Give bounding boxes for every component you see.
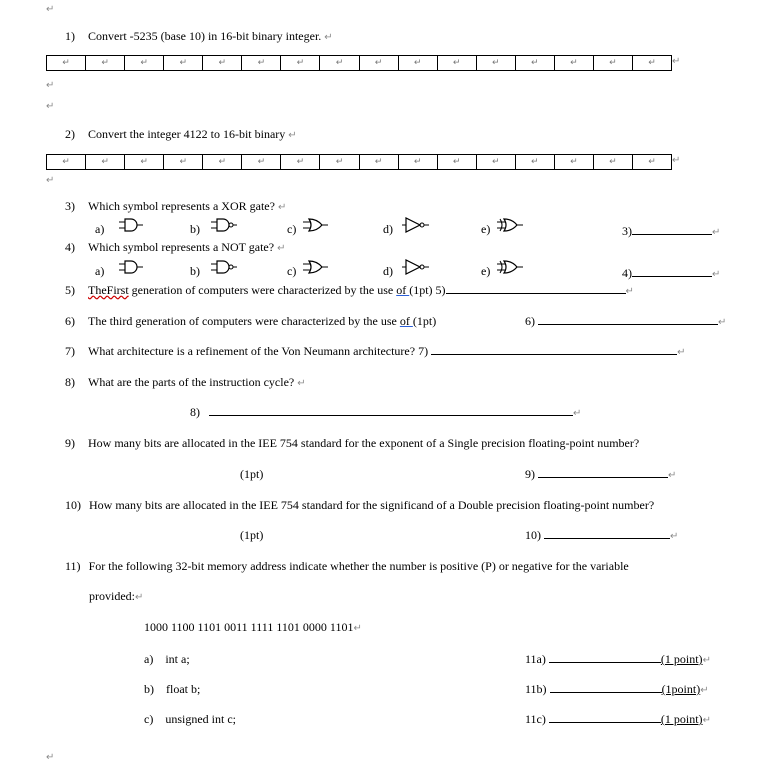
para-mark: ↵ (335, 58, 344, 68)
para-mark: ↵ (712, 269, 721, 280)
xor-gate-icon (497, 258, 525, 276)
option-label: d) (383, 264, 393, 278)
para-mark: ↵ (609, 157, 617, 167)
binary-cell[interactable] (399, 155, 438, 169)
q6-answer-label: 6) (525, 314, 535, 328)
nand-gate-icon (211, 258, 239, 276)
q6-of: of (399, 314, 413, 328)
para-mark: ↵ (218, 58, 227, 68)
binary-cell[interactable] (516, 56, 555, 70)
binary-cell[interactable] (47, 155, 86, 169)
option-label: c) (287, 222, 297, 236)
para-mark: ↵ (335, 157, 344, 167)
q8-answer (190, 405, 581, 420)
para-mark: ↵ (668, 470, 677, 481)
q10-text: How many bits are allocated in the IEE 754 standard for the significand of a Double precision floating-point number? (89, 498, 655, 512)
question-4 (65, 240, 285, 255)
q11-text2: provided: (89, 589, 135, 603)
answer-line[interactable] (538, 467, 668, 478)
binary-cell[interactable] (594, 155, 633, 169)
q4-answer-label: 4) (622, 266, 632, 280)
option-label: e) (481, 222, 491, 236)
q4-number: 4) (65, 240, 75, 254)
para-mark: ↵ (491, 58, 500, 68)
para-mark: ↵ (648, 58, 656, 68)
answer-line[interactable] (538, 314, 718, 325)
q5-word: TheFirst (88, 283, 129, 297)
q3-number: 3) (65, 199, 75, 213)
not-gate-icon (402, 258, 430, 276)
binary-cell[interactable] (164, 56, 203, 70)
q9-answer (525, 467, 676, 482)
q11-item-answer (525, 712, 711, 727)
binary-cell[interactable] (320, 155, 359, 169)
para-mark: ↵ (677, 347, 686, 358)
para-mark: ↵ (296, 58, 305, 68)
para-mark: ↵ (62, 58, 70, 68)
q11-item (144, 712, 236, 727)
q1-binary-grid (46, 55, 672, 71)
q9-answer-label: 9) (525, 467, 535, 481)
or-gate-icon (303, 216, 331, 234)
para-mark: ↵ (46, 752, 55, 763)
binary-cell[interactable] (438, 56, 477, 70)
q9-number: 9) (65, 436, 75, 450)
item-answer-label: 11c) (525, 712, 546, 726)
binary-cell[interactable] (242, 56, 281, 70)
answer-line[interactable] (550, 682, 662, 693)
q3-text: Which symbol represents a XOR gate? (88, 199, 275, 213)
para-mark: ↵ (218, 157, 227, 167)
para-mark: ↵ (179, 58, 187, 68)
para-mark: ↵ (712, 227, 721, 238)
para-mark: ↵ (702, 655, 711, 666)
item-code: unsigned int c; (165, 712, 236, 726)
binary-cell[interactable] (555, 155, 594, 169)
q6-answer (525, 314, 726, 329)
binary-cell[interactable] (281, 56, 320, 70)
xor-gate-icon (497, 216, 525, 234)
item-code: int a; (165, 652, 190, 666)
para-mark: ↵ (297, 378, 306, 389)
item-letter: a) (144, 652, 154, 666)
para-mark: ↵ (413, 157, 422, 167)
q2-number: 2) (65, 127, 75, 141)
q5-answer-label: 5) (432, 283, 446, 297)
option-label: b) (190, 264, 200, 278)
para-mark: ↵ (288, 130, 297, 141)
para-mark: ↵ (296, 157, 305, 167)
binary-cell[interactable] (477, 155, 516, 169)
para-mark: ↵ (452, 157, 461, 167)
q7-number: 7) (65, 344, 75, 358)
q9-text: How many bits are allocated in the IEE 754 standard for the exponent of a Single precision floating-point number? (88, 436, 640, 450)
question-6 (65, 314, 436, 329)
para-mark: ↵ (702, 715, 711, 726)
item-code: float b; (166, 682, 201, 696)
or-gate-icon (303, 258, 331, 276)
q2-text: Convert the integer 4122 to 16-bit binary (88, 127, 286, 141)
binary-cell[interactable] (86, 155, 125, 169)
binary-cell[interactable] (555, 56, 594, 70)
para-mark: ↵ (374, 58, 383, 68)
para-mark: ↵ (46, 80, 55, 91)
binary-cell[interactable] (516, 155, 555, 169)
para-mark: ↵ (718, 317, 727, 328)
para-mark: ↵ (324, 32, 333, 43)
q10-number: 10) (65, 498, 81, 512)
item-letter: c) (144, 712, 154, 726)
question-10 (65, 498, 654, 513)
para-mark: ↵ (625, 286, 634, 297)
para-mark: ↵ (101, 157, 109, 167)
q11-binary-value (144, 620, 362, 635)
not-gate-icon (402, 216, 430, 234)
q6-text: The third generation of computers were characterized by the use (88, 314, 400, 328)
q11-binary: 1000 1100 1101 0011 1111 1101 0000 1101 (144, 620, 354, 634)
para-mark: ↵ (672, 56, 681, 67)
q5-of: of (396, 283, 410, 297)
q11-item (144, 682, 200, 697)
para-mark: ↵ (570, 58, 578, 68)
item-letter: b) (144, 682, 154, 696)
para-mark: ↵ (672, 155, 681, 166)
q8-text: What are the parts of the instruction cycle? (88, 375, 295, 389)
q1-number: 1) (65, 29, 75, 43)
item-points: (1point) (661, 682, 701, 696)
binary-cell[interactable] (125, 56, 164, 70)
q6-points: (1pt) (412, 314, 437, 328)
para-mark: ↵ (62, 157, 70, 167)
binary-cell[interactable] (360, 56, 399, 70)
binary-cell[interactable] (47, 56, 86, 70)
para-mark: ↵ (609, 58, 617, 68)
para-mark: ↵ (648, 157, 656, 167)
q11-item-answer (525, 682, 709, 697)
para-mark: ↵ (179, 157, 187, 167)
q11-text: For the following 32-bit memory address indicate whether the number is positive (P) or negative for the variable (88, 559, 629, 573)
para-mark: ↵ (670, 531, 679, 542)
q3-answer-label: 3) (622, 224, 632, 238)
binary-cell[interactable] (633, 56, 671, 70)
q11-text-continued (89, 589, 143, 604)
question-7 (65, 344, 685, 359)
question-11 (65, 559, 629, 574)
q4-answer (622, 266, 720, 281)
q10-answer-label: 10) (525, 528, 541, 542)
q11-item (144, 652, 190, 667)
question-2 (65, 127, 297, 142)
binary-cell[interactable] (320, 56, 359, 70)
para-mark: ↵ (277, 243, 286, 254)
answer-line[interactable] (209, 405, 573, 416)
para-mark: ↵ (140, 58, 148, 68)
binary-cell[interactable] (86, 56, 125, 70)
q5-text: generation of computers were characterized by the use (128, 283, 397, 297)
para-mark: ↵ (257, 58, 266, 68)
option-label: c) (287, 264, 297, 278)
q1-text: Convert -5235 (base 10) in 16-bit binary integer. (88, 29, 322, 43)
answer-line[interactable] (544, 528, 670, 539)
and-gate-icon (119, 258, 147, 276)
para-mark: ↵ (374, 157, 383, 167)
q11-number: 11) (65, 559, 81, 573)
para-mark: ↵ (257, 157, 266, 167)
para-mark: ↵ (46, 175, 55, 186)
q3-answer (622, 224, 720, 239)
option-label: b) (190, 222, 200, 236)
option-label: a) (95, 222, 105, 236)
para-mark: ↵ (531, 58, 539, 68)
para-mark: ↵ (46, 101, 55, 112)
option-label: d) (383, 222, 393, 236)
para-mark: ↵ (413, 58, 422, 68)
q8-answer-label: 8) (190, 405, 200, 419)
q9-points: (1pt) (240, 467, 264, 481)
question-1 (65, 29, 333, 44)
answer-line[interactable] (632, 266, 712, 277)
q8-number: 8) (65, 375, 75, 389)
binary-cell[interactable] (125, 155, 164, 169)
nand-gate-icon (211, 216, 239, 234)
question-3 (65, 199, 286, 214)
answer-line[interactable] (632, 224, 712, 235)
para-mark: ↵ (452, 58, 461, 68)
para-mark: ↵ (277, 202, 287, 213)
para-mark: ↵ (46, 4, 55, 15)
para-mark: ↵ (140, 157, 148, 167)
para-mark: ↵ (700, 685, 709, 696)
binary-cell[interactable] (203, 155, 242, 169)
binary-cell[interactable] (594, 56, 633, 70)
item-points: (1 point) (660, 712, 703, 726)
para-mark: ↵ (570, 157, 578, 167)
option-label: a) (95, 264, 105, 278)
question-5 (65, 283, 634, 298)
q11-item-answer (525, 652, 711, 667)
para-mark: ↵ (101, 58, 109, 68)
binary-cell[interactable] (203, 56, 242, 70)
para-mark: ↵ (491, 157, 500, 167)
binary-cell[interactable] (242, 155, 281, 169)
item-answer-label: 11b) (525, 682, 547, 696)
question-8 (65, 375, 306, 390)
question-9 (65, 436, 639, 451)
binary-cell[interactable] (633, 155, 671, 169)
item-answer-label: 11a) (525, 652, 546, 666)
para-mark: ↵ (573, 408, 582, 419)
q10-answer (525, 528, 678, 543)
item-points: (1 point) (660, 652, 703, 666)
option-label: e) (481, 264, 491, 278)
binary-cell[interactable] (477, 56, 516, 70)
para-mark: ↵ (531, 157, 539, 167)
binary-cell[interactable] (281, 155, 320, 169)
q6-number: 6) (65, 314, 75, 328)
binary-cell[interactable] (438, 155, 477, 169)
para-mark: ↵ (353, 623, 362, 634)
q4-text: Which symbol represents a NOT gate? (88, 240, 275, 254)
answer-line[interactable] (549, 652, 661, 663)
answer-line[interactable] (549, 712, 661, 723)
binary-cell[interactable] (164, 155, 203, 169)
para-mark: ↵ (135, 592, 144, 603)
answer-line[interactable] (431, 344, 677, 355)
binary-cell[interactable] (399, 56, 438, 70)
q2-binary-grid (46, 154, 672, 170)
binary-cell[interactable] (360, 155, 399, 169)
q7-text: What architecture is a refinement of the Von Neumann architecture? 7) (88, 344, 429, 358)
answer-line[interactable] (446, 283, 626, 294)
and-gate-icon (119, 216, 147, 234)
q5-number: 5) (65, 283, 75, 297)
q10-points: (1pt) (240, 528, 264, 542)
q5-points: (1pt) (409, 283, 433, 297)
